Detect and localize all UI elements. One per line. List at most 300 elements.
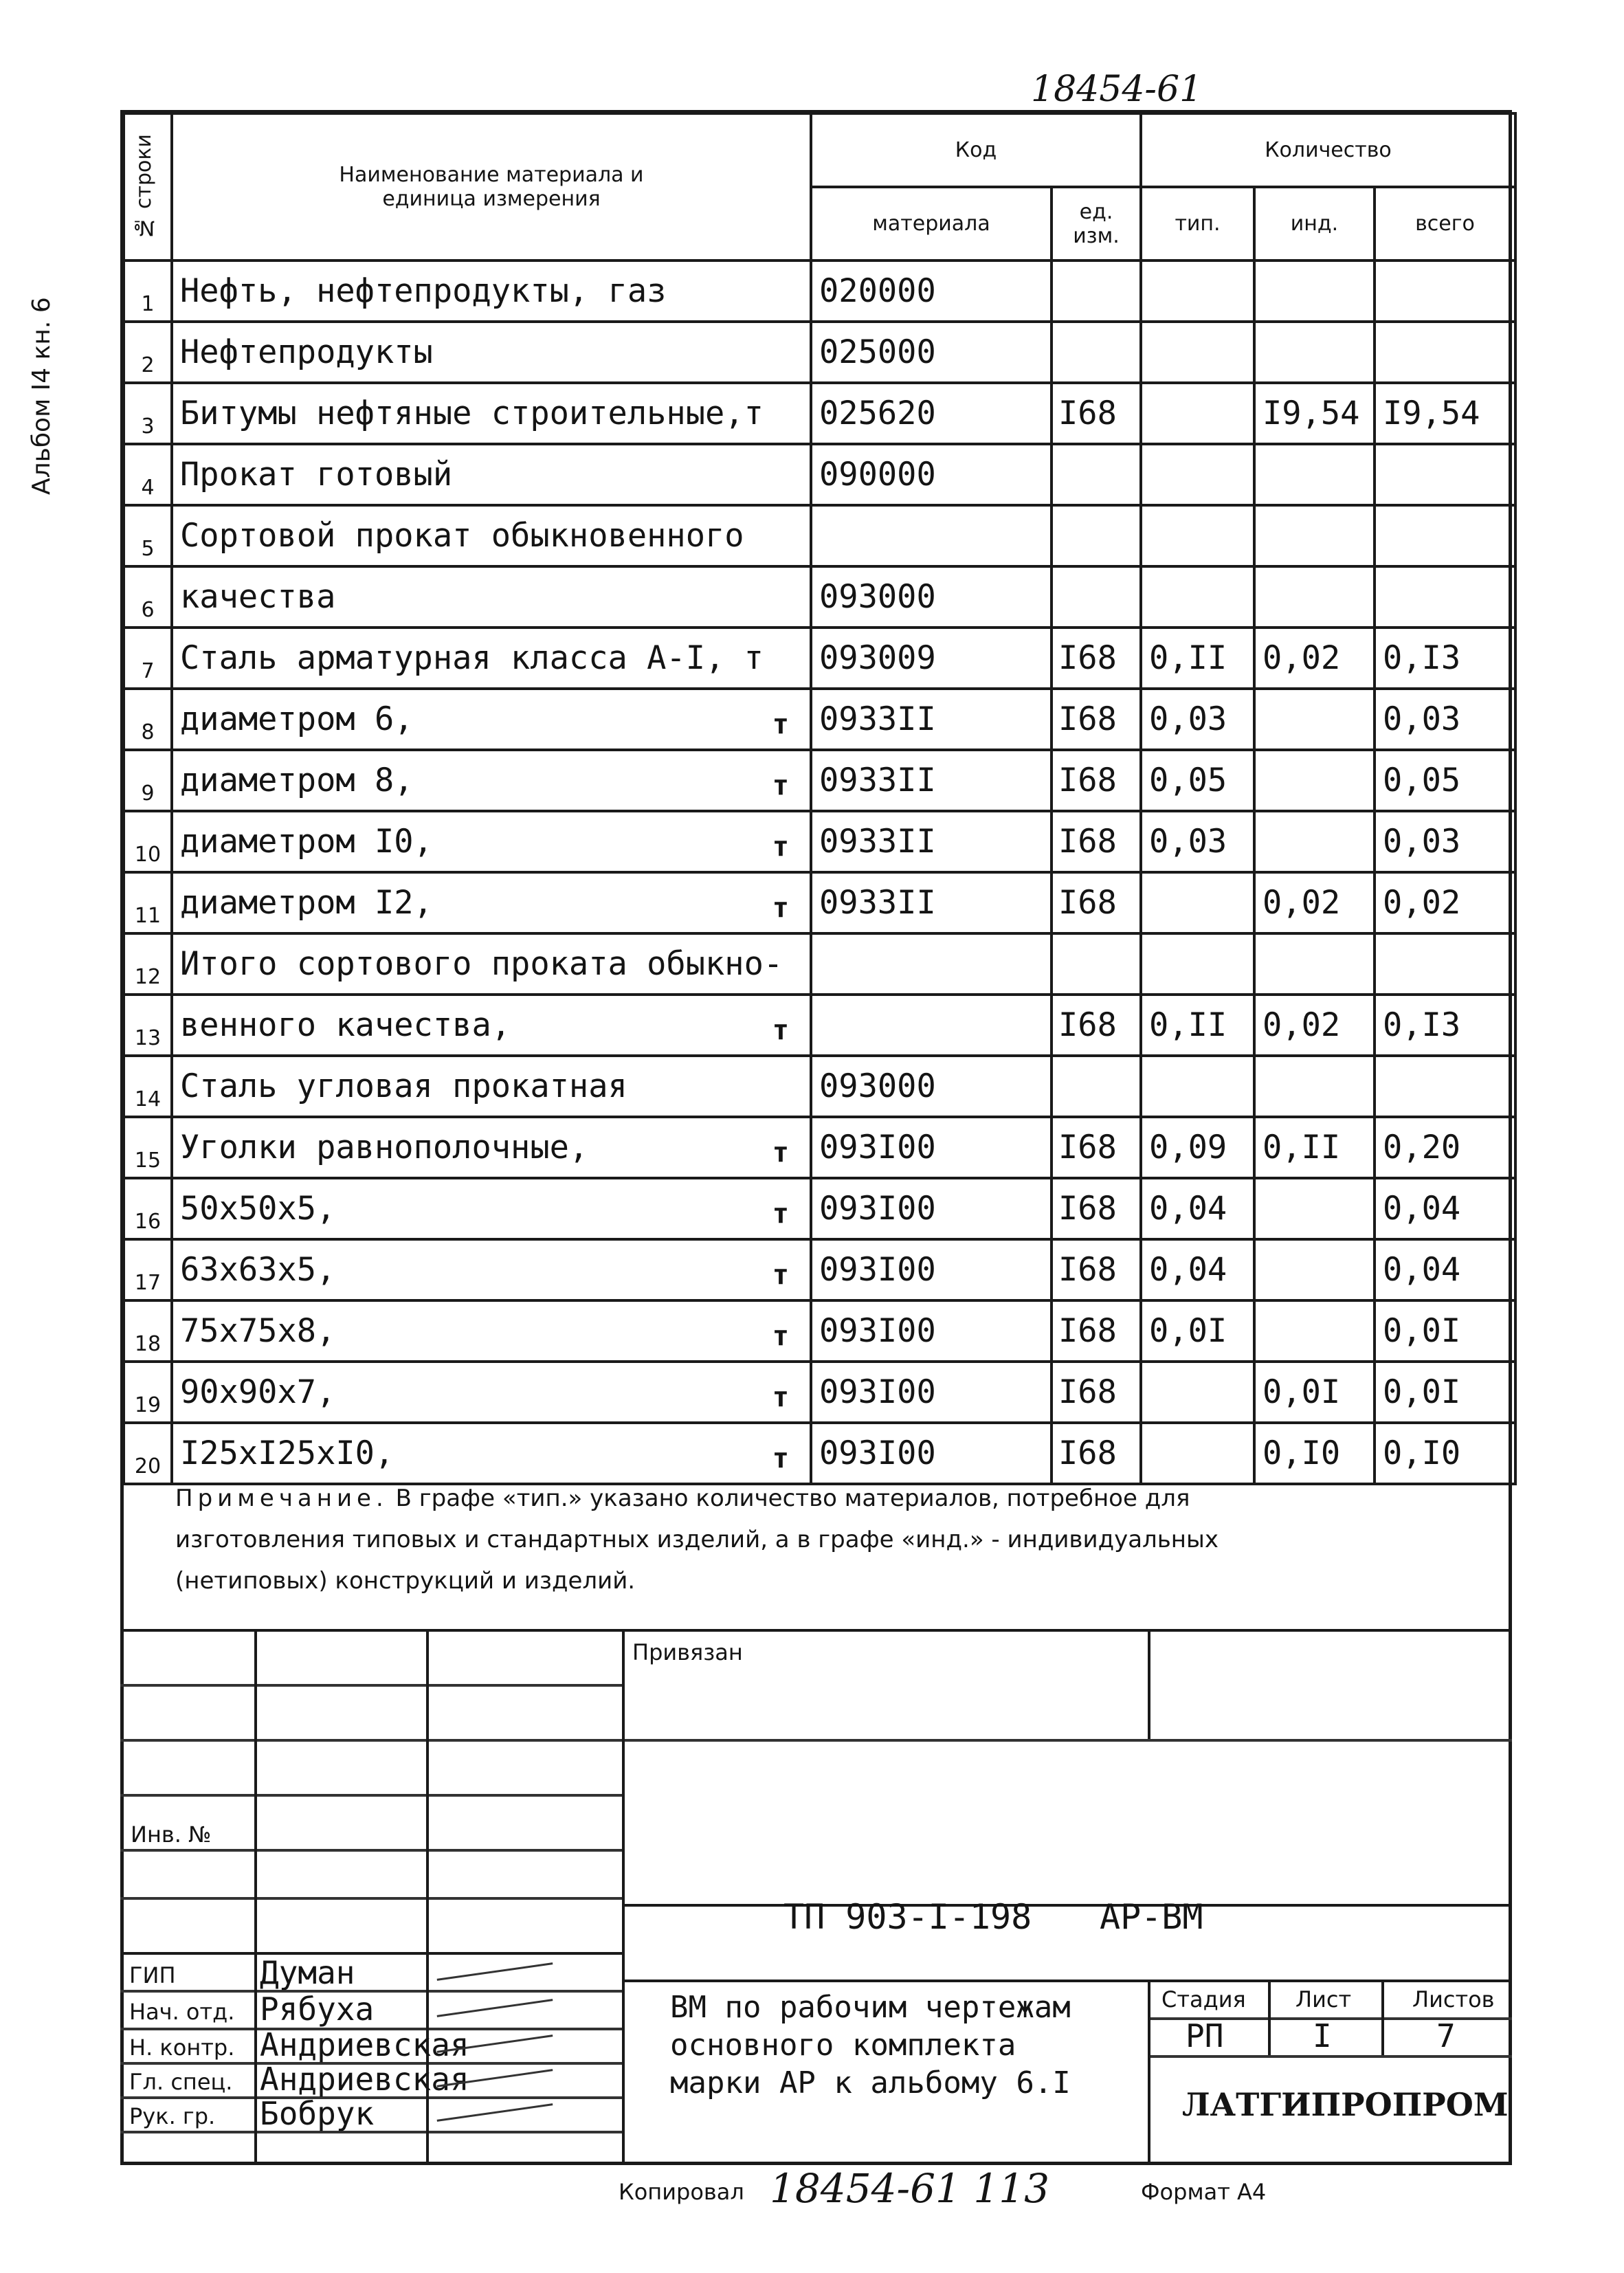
material-name-text: Нефть, нефтепродукты, газ [180, 272, 667, 310]
table-row [124, 1300, 1515, 1362]
material-name-text: 63x63x5, [180, 1251, 336, 1289]
qty-ind [1254, 566, 1375, 628]
row-number [124, 628, 172, 689]
qty-ind [1254, 322, 1375, 383]
signer-name: Бобрук [260, 2095, 375, 2132]
material-name [172, 1056, 811, 1117]
row-number-text: 9 [141, 781, 155, 806]
table-row [124, 566, 1515, 628]
row-number [124, 811, 172, 872]
material-code [811, 1239, 1052, 1300]
material-code [811, 383, 1052, 444]
qty-typ-text: 0,03 [1149, 823, 1227, 861]
unit-code [1052, 260, 1141, 322]
row-number-text: 6 [141, 598, 155, 622]
material-code-text: 025000 [819, 333, 936, 371]
qty-typ-text: 0,03 [1149, 700, 1227, 738]
material-code [811, 811, 1052, 872]
row-number [124, 933, 172, 995]
qty-total-text: 0,03 [1383, 823, 1461, 861]
material-code [811, 995, 1052, 1056]
material-code-text: 0933II [819, 884, 936, 922]
material-code [811, 1178, 1052, 1239]
material-code-text: 090000 [819, 456, 936, 494]
qty-ind [1254, 260, 1375, 322]
row-number-text: 13 [134, 1026, 162, 1050]
qty-typ [1141, 750, 1254, 811]
material-name [172, 322, 811, 383]
qty-total-text: 0,0I [1383, 1312, 1461, 1350]
material-name [172, 872, 811, 933]
unit-code [1052, 1239, 1141, 1300]
privyazan-label: Привязан [632, 1639, 743, 1665]
material-name [172, 933, 811, 995]
qty-total-text: 0,0I [1383, 1373, 1461, 1411]
unit-code [1052, 750, 1141, 811]
qty-total [1375, 872, 1515, 933]
unit-code-text: I68 [1058, 762, 1117, 799]
row-number [124, 566, 172, 628]
material-name-text: I25xI25xI0, [180, 1434, 394, 1472]
row-number-text: 16 [134, 1210, 162, 1234]
unit-code [1052, 1300, 1141, 1362]
material-code-text: 025620 [819, 395, 936, 432]
material-code [811, 933, 1052, 995]
qty-ind-text: 0,02 [1263, 1006, 1341, 1044]
qty-total [1375, 1423, 1515, 1484]
row-number [124, 995, 172, 1056]
qty-typ-text: 0,04 [1149, 1190, 1227, 1228]
row-number [124, 322, 172, 383]
qty-total-text: 0,I3 [1383, 639, 1461, 677]
material-name-text: качества [180, 578, 336, 616]
unit-letter: т [772, 1198, 789, 1230]
header-code: Код [811, 113, 1141, 187]
qty-typ [1141, 505, 1254, 566]
unit-code [1052, 1362, 1141, 1423]
row-number-text: 11 [134, 904, 162, 928]
unit-code-text: I68 [1058, 700, 1117, 738]
qty-typ [1141, 1423, 1254, 1484]
qty-typ [1141, 872, 1254, 933]
material-name-text: 50x50x5, [180, 1190, 336, 1228]
unit-code [1052, 566, 1141, 628]
row-number-text: 8 [141, 720, 155, 744]
row-number [124, 1178, 172, 1239]
unit-code [1052, 1117, 1141, 1178]
unit-code [1052, 1178, 1141, 1239]
sheets-label: Листов [1412, 1986, 1495, 2013]
material-code [811, 566, 1052, 628]
unit-letter: т [772, 709, 789, 740]
qty-total [1375, 383, 1515, 444]
qty-total [1375, 444, 1515, 505]
qty-total [1375, 1056, 1515, 1117]
table-row [124, 444, 1515, 505]
header-row-no: № строки [124, 113, 172, 260]
table-row [124, 995, 1515, 1056]
qty-total [1375, 750, 1515, 811]
description-line-3: марки АР к альбому 6.I [670, 2065, 1071, 2100]
qty-ind [1254, 933, 1375, 995]
material-code-text: 0933II [819, 700, 936, 738]
material-code [811, 628, 1052, 689]
qty-typ-text: 0,05 [1149, 762, 1227, 799]
qty-ind-text: 0,I0 [1263, 1434, 1341, 1472]
unit-code [1052, 383, 1141, 444]
material-name-text: Сталь арматурная класса А-I, т [180, 639, 764, 677]
qty-typ [1141, 811, 1254, 872]
material-code [811, 1117, 1052, 1178]
unit-code-text: I68 [1058, 395, 1117, 432]
unit-code-text: I68 [1058, 1312, 1117, 1350]
row-number [124, 1117, 172, 1178]
unit-code [1052, 628, 1141, 689]
signer-role: Н. контр. [129, 2034, 235, 2061]
material-name-text: 75x75x8, [180, 1312, 336, 1350]
row-number [124, 872, 172, 933]
row-number [124, 1056, 172, 1117]
unit-code [1052, 995, 1141, 1056]
stage-value: РП [1186, 2017, 1224, 2054]
table-row [124, 322, 1515, 383]
row-number-text: 19 [134, 1393, 162, 1417]
material-name [172, 1423, 811, 1484]
material-name [172, 505, 811, 566]
qty-total-text: 0,20 [1383, 1129, 1461, 1166]
qty-ind [1254, 505, 1375, 566]
unit-letter: т [772, 1443, 789, 1474]
row-number [124, 1300, 172, 1362]
header-code-unit: ед. изм. [1052, 187, 1141, 260]
document-code: ТП 903-I-198 [783, 1897, 1032, 1937]
row-number [124, 689, 172, 750]
row-number [124, 1239, 172, 1300]
material-name [172, 383, 811, 444]
qty-total-text: 0,05 [1383, 762, 1461, 799]
qty-total [1375, 933, 1515, 995]
table-row [124, 628, 1515, 689]
table-row [124, 750, 1515, 811]
qty-ind-text: 0,02 [1263, 884, 1341, 922]
material-code [811, 322, 1052, 383]
unit-letter: т [772, 770, 789, 801]
material-code-text: 093I00 [819, 1190, 936, 1228]
material-code [811, 872, 1052, 933]
row-number-text: 7 [141, 659, 155, 683]
unit-letter: т [772, 892, 789, 924]
qty-ind [1254, 1362, 1375, 1423]
unit-code-text: I68 [1058, 884, 1117, 922]
material-name [172, 1117, 811, 1178]
unit-code-text: I68 [1058, 1251, 1117, 1289]
table-row [124, 1423, 1515, 1484]
header-qty-ind: инд. [1254, 187, 1375, 260]
row-number-text: 17 [134, 1271, 162, 1295]
material-code-text: 093I00 [819, 1129, 936, 1166]
qty-total [1375, 260, 1515, 322]
material-name [172, 260, 811, 322]
material-name [172, 1178, 811, 1239]
unit-code-text: I68 [1058, 1373, 1117, 1411]
row-number-text: 2 [141, 353, 155, 377]
qty-ind [1254, 1056, 1375, 1117]
qty-total-text: 0,03 [1383, 700, 1461, 738]
row-number [124, 505, 172, 566]
material-name-text: Уголки равнополочные, [180, 1129, 589, 1166]
qty-total [1375, 1300, 1515, 1362]
material-name-text: Битумы нефтяные строительные,т [180, 395, 764, 432]
material-name-text: Итого сортового проката обыкно- [180, 945, 783, 983]
row-number [124, 1423, 172, 1484]
unit-letter: т [772, 1014, 789, 1046]
qty-typ [1141, 260, 1254, 322]
qty-total [1375, 566, 1515, 628]
note-text-3: (нетиповых) конструкций и изделий. [175, 1567, 636, 1595]
row-number-text: 1 [141, 292, 155, 316]
unit-letter: т [772, 1320, 789, 1352]
unit-code [1052, 505, 1141, 566]
qty-typ [1141, 995, 1254, 1056]
material-name [172, 1362, 811, 1423]
material-name-text: Сталь угловая прокатная [180, 1067, 627, 1105]
material-code-text: 0933II [819, 762, 936, 799]
header-name: Наименование материала и единица измерения [172, 113, 811, 260]
qty-ind [1254, 383, 1375, 444]
qty-total [1375, 811, 1515, 872]
unit-code-text: I68 [1058, 639, 1117, 677]
unit-code [1052, 444, 1141, 505]
material-name-text: диаметром 8, [180, 762, 414, 799]
qty-ind [1254, 444, 1375, 505]
material-name [172, 1300, 811, 1362]
qty-ind [1254, 872, 1375, 933]
material-code-text: 093000 [819, 578, 936, 616]
signer-role: Гл. спец. [129, 2069, 233, 2095]
material-code-text: 093I00 [819, 1251, 936, 1289]
qty-total [1375, 322, 1515, 383]
material-code-text: 0933II [819, 823, 936, 861]
table-row [124, 1056, 1515, 1117]
material-code [811, 750, 1052, 811]
note-text-2: изготовления типовых и стандартных изделий, а в графе «инд.» - индивидуальных [175, 1526, 1219, 1553]
material-name [172, 995, 811, 1056]
row-number-text: 12 [134, 965, 162, 989]
qty-ind-text: 0,0I [1263, 1373, 1341, 1411]
description-line-2: основного комплекта [670, 2028, 1016, 2063]
signer-role: ГИП [129, 1962, 176, 1988]
unit-letter: т [772, 831, 789, 863]
qty-typ [1141, 1362, 1254, 1423]
qty-typ-text: 0,04 [1149, 1251, 1227, 1289]
description-line-1: ВМ по рабочим чертежам [670, 1990, 1071, 2025]
material-name-text: 90x90x7, [180, 1373, 336, 1411]
document-mark: АР-ВМ [1100, 1897, 1203, 1937]
qty-ind [1254, 689, 1375, 750]
qty-typ [1141, 689, 1254, 750]
inv-no-label: Инв. № [131, 1821, 212, 1848]
qty-total-text: 0,I3 [1383, 1006, 1461, 1044]
table-row [124, 872, 1515, 933]
qty-ind-text: 0,02 [1263, 639, 1341, 677]
qty-total-text: 0,04 [1383, 1190, 1461, 1228]
qty-ind-text: 0,II [1263, 1129, 1341, 1166]
qty-ind-text: I9,54 [1263, 395, 1360, 432]
material-name-text: диаметром I0, [180, 823, 433, 861]
top-stamp: 18454-61 [1031, 69, 1203, 110]
sheet-value: I [1313, 2017, 1332, 2054]
material-code-text: 093009 [819, 639, 936, 677]
row-number-text: 20 [134, 1454, 162, 1478]
unit-code [1052, 322, 1141, 383]
qty-ind [1254, 995, 1375, 1056]
material-name [172, 628, 811, 689]
unit-code [1052, 689, 1141, 750]
table-row [124, 1239, 1515, 1300]
table-row [124, 1178, 1515, 1239]
material-name [172, 750, 811, 811]
material-name-text: венного качества, [180, 1006, 511, 1044]
material-code [811, 444, 1052, 505]
material-code-text: 093I00 [819, 1373, 936, 1411]
qty-total [1375, 505, 1515, 566]
material-code [811, 689, 1052, 750]
unit-code-text: I68 [1058, 1190, 1117, 1228]
stage-label: Стадия [1161, 1986, 1246, 2013]
signer-name: Думан [260, 1954, 355, 1991]
qty-typ [1141, 1239, 1254, 1300]
material-code-text: 093000 [819, 1067, 936, 1105]
table-row [124, 1117, 1515, 1178]
qty-typ [1141, 444, 1254, 505]
unit-letter: т [772, 1137, 789, 1168]
qty-typ [1141, 628, 1254, 689]
signer-name: Рябуха [260, 1991, 375, 2028]
qty-total [1375, 1239, 1515, 1300]
qty-typ [1141, 1300, 1254, 1362]
material-name [172, 1239, 811, 1300]
header-code-material: материала [811, 187, 1052, 260]
unit-letter: т [772, 1259, 789, 1291]
unit-letter: т [772, 1382, 789, 1413]
qty-typ [1141, 383, 1254, 444]
table-row [124, 260, 1515, 322]
qty-ind [1254, 628, 1375, 689]
table-row [124, 811, 1515, 872]
unit-code [1052, 872, 1141, 933]
qty-typ-text: 0,09 [1149, 1129, 1227, 1166]
row-number-text: 4 [141, 476, 155, 500]
qty-typ [1141, 566, 1254, 628]
header-qty-total: всего [1375, 187, 1515, 260]
qty-total [1375, 689, 1515, 750]
row-number [124, 260, 172, 322]
unit-code [1052, 933, 1141, 995]
unit-code [1052, 1056, 1141, 1117]
header-qty-typ: тип. [1141, 187, 1254, 260]
qty-total-text: 0,02 [1383, 884, 1461, 922]
qty-ind [1254, 1117, 1375, 1178]
qty-typ [1141, 322, 1254, 383]
material-name [172, 689, 811, 750]
note-text-1: В графе «тип.» указано количество материалов, потребное для [395, 1485, 1190, 1512]
signer-name: Андриевская [260, 2061, 469, 2098]
material-name [172, 444, 811, 505]
material-name-text: диаметром I2, [180, 884, 433, 922]
material-code-text: 093I00 [819, 1434, 936, 1472]
material-name [172, 811, 811, 872]
row-number [124, 383, 172, 444]
album-side-note: Альбом I4 кн. 6 [27, 297, 56, 495]
qty-total [1375, 1362, 1515, 1423]
format-label: Формат А4 [1141, 2179, 1267, 2205]
copied-label: Копировал [619, 2179, 744, 2205]
unit-code [1052, 811, 1141, 872]
material-code [811, 1056, 1052, 1117]
qty-total [1375, 1178, 1515, 1239]
row-number [124, 750, 172, 811]
sheets-value: 7 [1436, 2017, 1456, 2054]
qty-typ [1141, 1178, 1254, 1239]
qty-typ [1141, 1117, 1254, 1178]
qty-ind [1254, 1423, 1375, 1484]
materials-table [122, 112, 1517, 1485]
table-row [124, 689, 1515, 750]
unit-code-text: I68 [1058, 1434, 1117, 1472]
qty-typ [1141, 933, 1254, 995]
unit-code [1052, 1423, 1141, 1484]
qty-total-text: 0,04 [1383, 1251, 1461, 1289]
material-code [811, 1300, 1052, 1362]
material-code-text: 093I00 [819, 1312, 936, 1350]
qty-total [1375, 995, 1515, 1056]
row-number-text: 3 [141, 414, 155, 439]
unit-code-text: I68 [1058, 1129, 1117, 1166]
note-lead: Примечание. [175, 1485, 388, 1512]
table-row [124, 933, 1515, 995]
copied-value: 18454-61 113 [770, 2165, 1050, 2212]
material-code [811, 260, 1052, 322]
qty-total [1375, 628, 1515, 689]
material-code [811, 1423, 1052, 1484]
header-quantity: Количество [1141, 113, 1515, 187]
qty-ind [1254, 1178, 1375, 1239]
qty-ind [1254, 750, 1375, 811]
material-name-text: Прокат готовый [180, 456, 453, 494]
material-code [811, 505, 1052, 566]
material-code-text: 020000 [819, 272, 936, 310]
qty-ind [1254, 811, 1375, 872]
table-row [124, 1362, 1515, 1423]
signer-role: Нач. отд. [129, 1999, 235, 2025]
qty-ind [1254, 1300, 1375, 1362]
row-number-text: 5 [141, 537, 155, 561]
unit-code-text: I68 [1058, 1006, 1117, 1044]
row-number-text: 18 [134, 1332, 162, 1356]
note [175, 1478, 1481, 1601]
table-row [124, 383, 1515, 444]
qty-total-text: 0,I0 [1383, 1434, 1461, 1472]
row-number-text: 15 [134, 1149, 162, 1173]
row-number-text: 14 [134, 1087, 162, 1111]
signer-name: Андриевская [260, 2026, 469, 2063]
qty-typ-text: 0,0I [1149, 1312, 1227, 1350]
qty-typ [1141, 1056, 1254, 1117]
qty-ind [1254, 1239, 1375, 1300]
row-number [124, 1362, 172, 1423]
row-number-text: 10 [134, 843, 162, 867]
signer-role: Рук. гр. [129, 2103, 216, 2129]
